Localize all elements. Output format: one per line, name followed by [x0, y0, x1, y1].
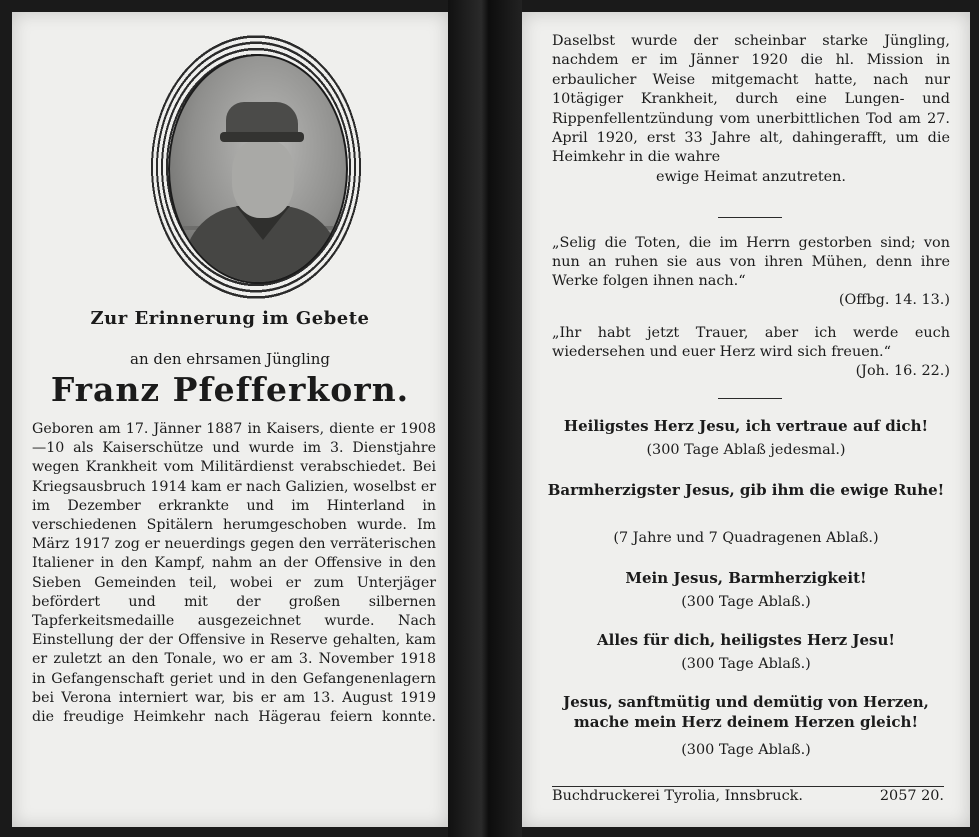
- prayer-2: Barmherzigster Jesus, gib ihm die ewige Ruhe!: [547, 481, 945, 499]
- memorial-subheading: an den ehrsamen Jüngling: [130, 350, 330, 368]
- quote-2-reference: (Joh. 16. 22.): [855, 363, 950, 379]
- prayer-1: Heiligstes Herz Jesu, ich vertraue auf dich!: [563, 417, 929, 435]
- memorial-heading: Zur Erinnerung im Gebete: [90, 308, 370, 329]
- portrait-photo: [168, 54, 348, 284]
- prayer-5: Jesus, sanftmütig und demütig von Herzen, mache mein Herz deinem Herzen gleich!: [563, 693, 929, 731]
- print-number: 2057 20.: [879, 788, 944, 804]
- quote-2-text: „Ihr habt jetzt Trauer, aber ich werde euch wiedersehen und euer Herz wird sich freuen.“: [552, 325, 950, 360]
- death-paragraph-text: Daselbst wurde der scheinbar starke Jüngling, nachdem er im Jänner 1920 die hl. Mission in erbaulicher Weise mitgemacht hatte, nach nur 10tägiger Krankheit, durch eine Lungen- und Rippenfellentzündung vom unerbittlichen Tod am 27. April 1920, erst 33 Jahre alt, dahingerafft, um die Heimkehr in die wahre: [552, 33, 950, 166]
- right-card: [522, 12, 970, 827]
- card-fold: [448, 0, 522, 837]
- portrait-frame: [150, 34, 362, 300]
- prayer-2-indulgence: (7 Jahre und 7 Quadragenen Ablaß.): [613, 530, 879, 546]
- divider: [718, 217, 782, 218]
- death-paragraph-end: ewige Heimat anzutreten.: [655, 168, 846, 185]
- quote-1-text: „Selig die Toten, die im Herrn gestorben sind; von nun an ruhen sie aus von ihren Mühen, denn ihre Werke folgen ihnen nach.“: [552, 235, 950, 289]
- printer-name: Buchdruckerei Tyrolia, Innsbruck.: [552, 788, 803, 804]
- quote-1-reference: (Offbg. 14. 13.): [838, 292, 950, 308]
- biography-text: Geboren am 17. Jänner 1887 in Kaisers, diente er 1908—10 als Kaiserschütze und wurde im 3. Dienstjahre wegen Krankheit vom Militärdienst verabschiedet. Bei Kriegsausbruch 1914 kam er nach Galizien, woselbst er im Dezember erkrankte und im Hinterland in verschiedenen Spitälern herumgeschoben wurde. Im März 1917 zog er neuerdings gegen den verräterischen Italiener in den Kampf, nahm an der Offensive in den Sieben Gemeinden teil, wobei er zum Unterjäger befördert und mit der großen silbernen Tapferkeitsmedaille ausgezeichnet wurde. Nach Einstellung der der Offensive in Reserve gehalten, kam er zuletzt an den Tonale, wo er am 3. November 1918 in Gefangenschaft geriet und in den Gefangenenlagern bei Verona interniert war, bis er am 13. August 1919 die freudige Heimkehr nach Hägerau feiern konnte.: [32, 421, 436, 726]
- prayer-3: Mein Jesus, Barmherzigkeit!: [625, 569, 867, 587]
- prayer-4-indulgence: (300 Tage Ablaß.): [681, 656, 811, 672]
- deceased-name: Franz Pfefferkorn.: [50, 370, 410, 409]
- scripture-quote-2: [552, 324, 950, 381]
- prayer-3-indulgence: (300 Tage Ablaß.): [681, 594, 811, 610]
- scripture-quote-1: [552, 234, 950, 310]
- footer-divider: [552, 786, 944, 787]
- prayer-4: Alles für dich, heiligstes Herz Jesu!: [597, 631, 895, 649]
- death-paragraph: [552, 32, 950, 187]
- prayer-1-indulgence: (300 Tage Ablaß jedesmal.): [646, 442, 846, 458]
- prayer-5-indulgence: (300 Tage Ablaß.): [681, 742, 811, 758]
- printer-imprint: [552, 788, 944, 804]
- divider: [718, 398, 782, 399]
- left-card: [12, 12, 448, 827]
